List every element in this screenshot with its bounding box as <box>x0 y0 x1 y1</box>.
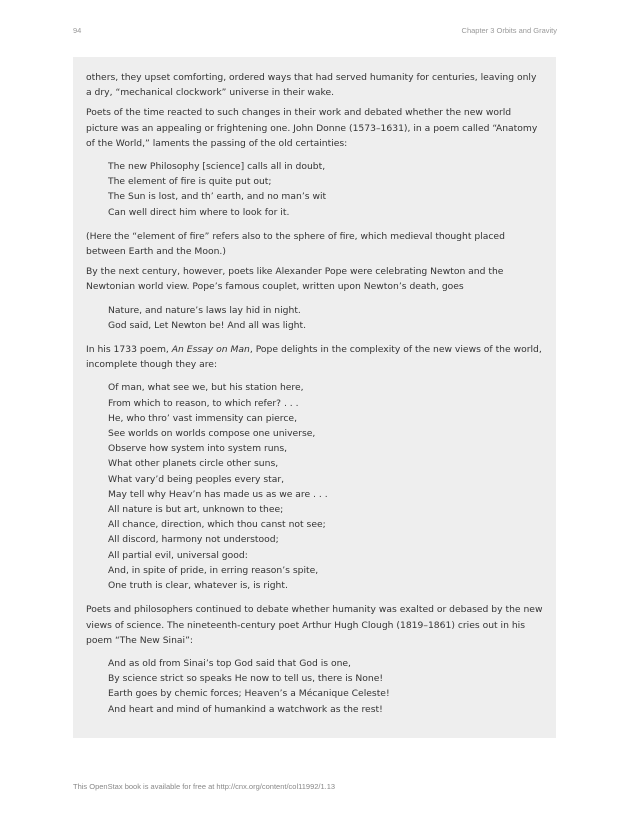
clough-poem <box>108 656 543 717</box>
poem-line: All nature is but art, unknown to thee; <box>108 504 284 516</box>
poem-line: He, who thro’ vast immensity can pierce, <box>108 412 298 424</box>
poem-line: What other planets circle other suns, <box>108 458 279 470</box>
text-segment: , Pope delights in the complexity of the new views of the world, incomplete though they are: <box>86 344 542 371</box>
poem-line: All chance, direction, which thou canst not see; <box>108 519 326 531</box>
poem-line: The element of fire is quite put out; <box>108 176 272 188</box>
paragraph-clough: Poets and philosophers continued to debate whether humanity was exalted or debased by the new views of science. The nineteenth-century poet Arthur Hugh Clough (1819–1861) cries out in his poem “The New Sinai”: <box>86 604 543 646</box>
poem-line: All partial evil, universal good: <box>108 549 248 561</box>
book-title: An Essay on Man <box>171 344 250 356</box>
poem-line: And, in spite of pride, in erring reason’s spite, <box>108 564 319 576</box>
poem-line: All discord, harmony not understood; <box>108 534 279 546</box>
poem-line: The Sun is lost, and th’ earth, and no man’s wit <box>108 191 327 203</box>
footer-note: This OpenStax book is available for free at http://cnx.org/content/col11992/1.13 <box>73 782 336 791</box>
text-segment: In his 1733 poem, <box>86 344 172 356</box>
poem-line: Can well direct him where to look for it. <box>108 206 290 218</box>
poem-line: Of man, what see we, but his station here, <box>108 382 304 394</box>
paragraph-pope: By the next century, however, poets like Alexander Pope were celebrating Newton and the Newtonian world view. Pope’s famous couplet, written upon Newton’s death, goes <box>86 266 504 293</box>
paragraph-essay-on-man <box>86 342 543 372</box>
poem-line: May tell why Heav’n has made us as we are . . . <box>108 488 328 500</box>
poem-line: Observe how system into system runs, <box>108 443 288 455</box>
paragraph-donne: Poets of the time reacted to such changes in their work and debated whether the new world picture was an appealing or frightening one. John Donne (1573–1631), in a poem called “Anatomy of the World,” laments the passing of the old certainties: <box>86 107 538 149</box>
poem-line: And as old from Sinai’s top God said that God is one, <box>108 657 351 669</box>
chapter-title: Chapter 3 Orbits and Gravity <box>461 26 557 35</box>
poem-line: And heart and mind of humankind a watchwork as the rest! <box>108 703 383 715</box>
page-number: 94 <box>73 26 82 35</box>
poem-line: One truth is clear, whatever is, is right. <box>108 580 288 592</box>
paragraph-intro: others, they upset comforting, ordered ways that had served humanity for centuries, leaving only a dry, “mechanical clockwork” universe in their wake. <box>86 72 537 99</box>
pope-poem <box>108 380 543 593</box>
donne-poem <box>108 159 543 220</box>
poem-line: From which to reason, to which refer? . . . <box>108 397 299 409</box>
poem-line: By science strict so speaks He now to tell us, there is None! <box>108 673 384 685</box>
feature-box <box>73 57 556 738</box>
poem-line: Earth goes by chemic forces; Heaven’s a Mécanique Celeste! <box>108 688 390 700</box>
pope-couplet <box>108 303 543 333</box>
paragraph-element-of-fire: (Here the “element of fire” refers also to the sphere of fire, which medieval thought placed between Earth and the Moon.) <box>86 230 505 258</box>
poem-line: Nature, and nature’s laws lay hid in night. <box>108 304 301 316</box>
poem-line: See worlds on worlds compose one universe, <box>108 428 316 440</box>
poem-line: God said, Let Newton be! And all was light. <box>108 319 307 331</box>
poem-line: The new Philosophy [science] calls all in doubt, <box>108 161 326 173</box>
poem-line: What vary’d being peoples every star, <box>108 473 285 485</box>
